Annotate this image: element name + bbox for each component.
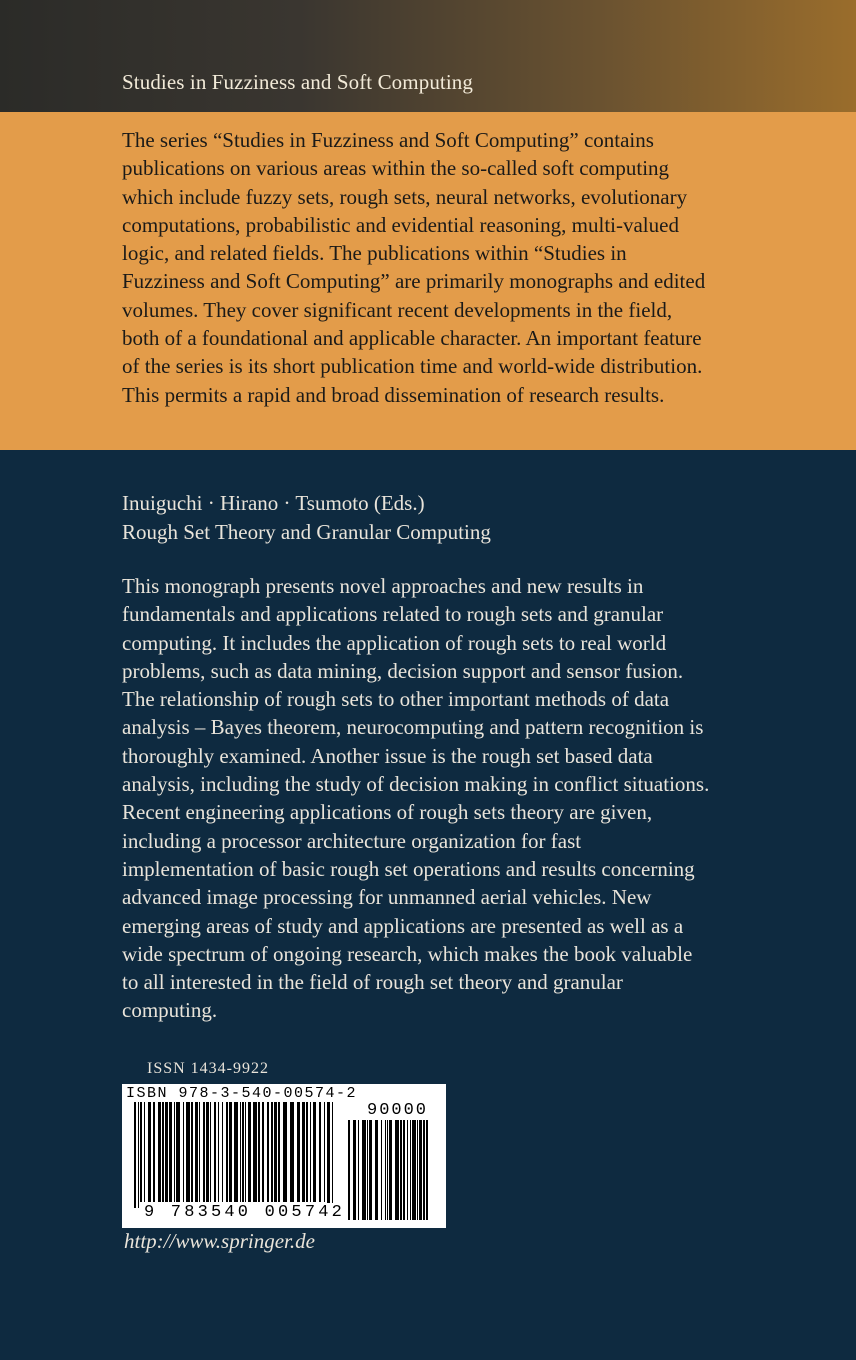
barcode-bar — [319, 1102, 321, 1202]
series-description: The series “Studies in Fuzziness and Soft Computing” contains publications on various areas within the so-called soft computing which include fuzzy sets, rough sets, neural networks, evolutionary computations, probabilistic and evidential reasoning, multi-valued logic, and related fields. The publications within “Studies in Fuzziness and Soft Computing” are primarily monographs and edited volumes. They cover significant recent developments in the field, both of a foundational and applicable character. An important feature of the series is its short publication time and world-wide distribution. This permits a rapid and broad dissemination of research results. — [122, 128, 706, 407]
barcode-bar — [183, 1102, 184, 1202]
barcode-bar — [362, 1120, 366, 1220]
barcode-bar — [400, 1120, 402, 1220]
barcode-bar — [253, 1102, 257, 1202]
barcode-bar — [395, 1120, 399, 1220]
barcode-bar — [267, 1102, 269, 1202]
barcode-bar — [234, 1102, 238, 1202]
barcode-bar — [214, 1102, 216, 1202]
barcode-bar — [199, 1102, 200, 1202]
price-code: 90000 — [367, 1101, 429, 1120]
barcode-bar — [353, 1120, 356, 1220]
barcode-bar — [218, 1102, 219, 1202]
barcode-bar — [381, 1120, 382, 1220]
barcode-bar — [426, 1120, 428, 1220]
barcode-bar — [389, 1120, 392, 1220]
barcode-bar — [258, 1102, 260, 1202]
barcode-bar — [206, 1102, 209, 1202]
publisher-url[interactable]: http://www.springer.de — [124, 1229, 315, 1253]
barcode-bar — [306, 1102, 308, 1202]
barcode-bar — [375, 1120, 378, 1220]
barcode-bar — [271, 1102, 273, 1202]
barcode-bar — [410, 1120, 411, 1220]
barcode-bar — [153, 1102, 155, 1202]
barcode-bar — [222, 1102, 223, 1202]
barcode-bar — [417, 1120, 418, 1220]
barcode-bar — [162, 1102, 164, 1202]
barcode-bar — [387, 1120, 388, 1220]
barcode-bar — [385, 1120, 386, 1220]
barcode-bar — [423, 1120, 425, 1220]
barcode-bar — [274, 1102, 277, 1202]
isbn-barcode — [122, 1084, 446, 1228]
barcode-bar — [229, 1102, 232, 1202]
barcode-bar — [165, 1102, 168, 1202]
barcode-bar — [203, 1102, 205, 1202]
barcode-bar — [302, 1102, 305, 1202]
barcode-bar — [262, 1102, 264, 1202]
barcode-bar — [138, 1102, 139, 1208]
barcode-bar — [283, 1102, 287, 1202]
barcode-bar — [140, 1102, 142, 1202]
series-title: Studies in Fuzziness and Soft Computing — [122, 70, 473, 94]
isbn-number: ISBN 978-3-540-00574-2 — [126, 1085, 358, 1102]
barcode-bar — [407, 1120, 408, 1220]
barcode-bar — [144, 1102, 145, 1202]
barcode-bar — [332, 1102, 333, 1208]
barcode-bar — [195, 1102, 198, 1202]
barcode-bar — [248, 1102, 251, 1202]
barcode-bar — [210, 1102, 211, 1202]
book-title: Rough Set Theory and Granular Computing — [122, 520, 491, 544]
ean-digits: 9 783540 005742 — [144, 1203, 346, 1222]
barcode-bar — [148, 1102, 151, 1202]
barcode-bar — [348, 1120, 350, 1220]
barcode-bar — [169, 1102, 172, 1202]
barcode-bar — [186, 1102, 190, 1202]
issn-label: ISSN 1434-9922 — [147, 1060, 270, 1077]
barcode-bar — [278, 1102, 280, 1202]
book-abstract: This monograph presents novel approaches and new results in fundamentals and applications related to rough sets and granular computing. It includes the application of rough sets to real world problems, such as data mining, decision support and sensor fusion. The relationship of rough sets to other important methods of data analysis – Bayes theorem, neurocomputing and pattern recognition is thoroughly examined. Another issue is the rough set based data analysis, including the study of decision making in conflict situations. Recent engineering applications of rough sets theory are given, including a processor architecture organization for fast implementation of basic rough set operations and results concerning advanced image processing for unmanned aerial vehicles. New emerging areas of study and applications are presented as well as a wide spectrum of ongoing research, which makes the book valuable to all interested in the field of rough set theory and granular computing. — [122, 574, 710, 1023]
book-editors: Inuiguchi · Hirano · Tsumoto (Eds.) — [122, 491, 425, 515]
barcode-bar — [403, 1120, 405, 1220]
barcode-bar — [134, 1102, 136, 1208]
barcode-bar — [174, 1102, 175, 1202]
barcode-bar — [290, 1102, 294, 1202]
barcode-bar — [297, 1102, 300, 1202]
barcode-bar — [419, 1120, 422, 1220]
barcode-bar — [226, 1102, 228, 1202]
barcode-bar — [242, 1102, 244, 1202]
barcode-bar — [191, 1102, 193, 1202]
barcode-bar — [327, 1102, 330, 1208]
barcode-bar — [367, 1120, 368, 1220]
barcode-bar — [313, 1102, 316, 1202]
barcode-bar — [358, 1120, 359, 1220]
barcode-bar — [369, 1120, 372, 1220]
barcode-bar — [176, 1102, 180, 1202]
barcode-bar — [240, 1102, 241, 1202]
barcode-bar — [324, 1102, 325, 1202]
barcode-bar — [310, 1102, 311, 1202]
barcode-bar — [158, 1102, 161, 1202]
barcode-bar — [412, 1120, 416, 1220]
series-header-band — [0, 0, 856, 112]
barcode-bar — [245, 1102, 246, 1202]
